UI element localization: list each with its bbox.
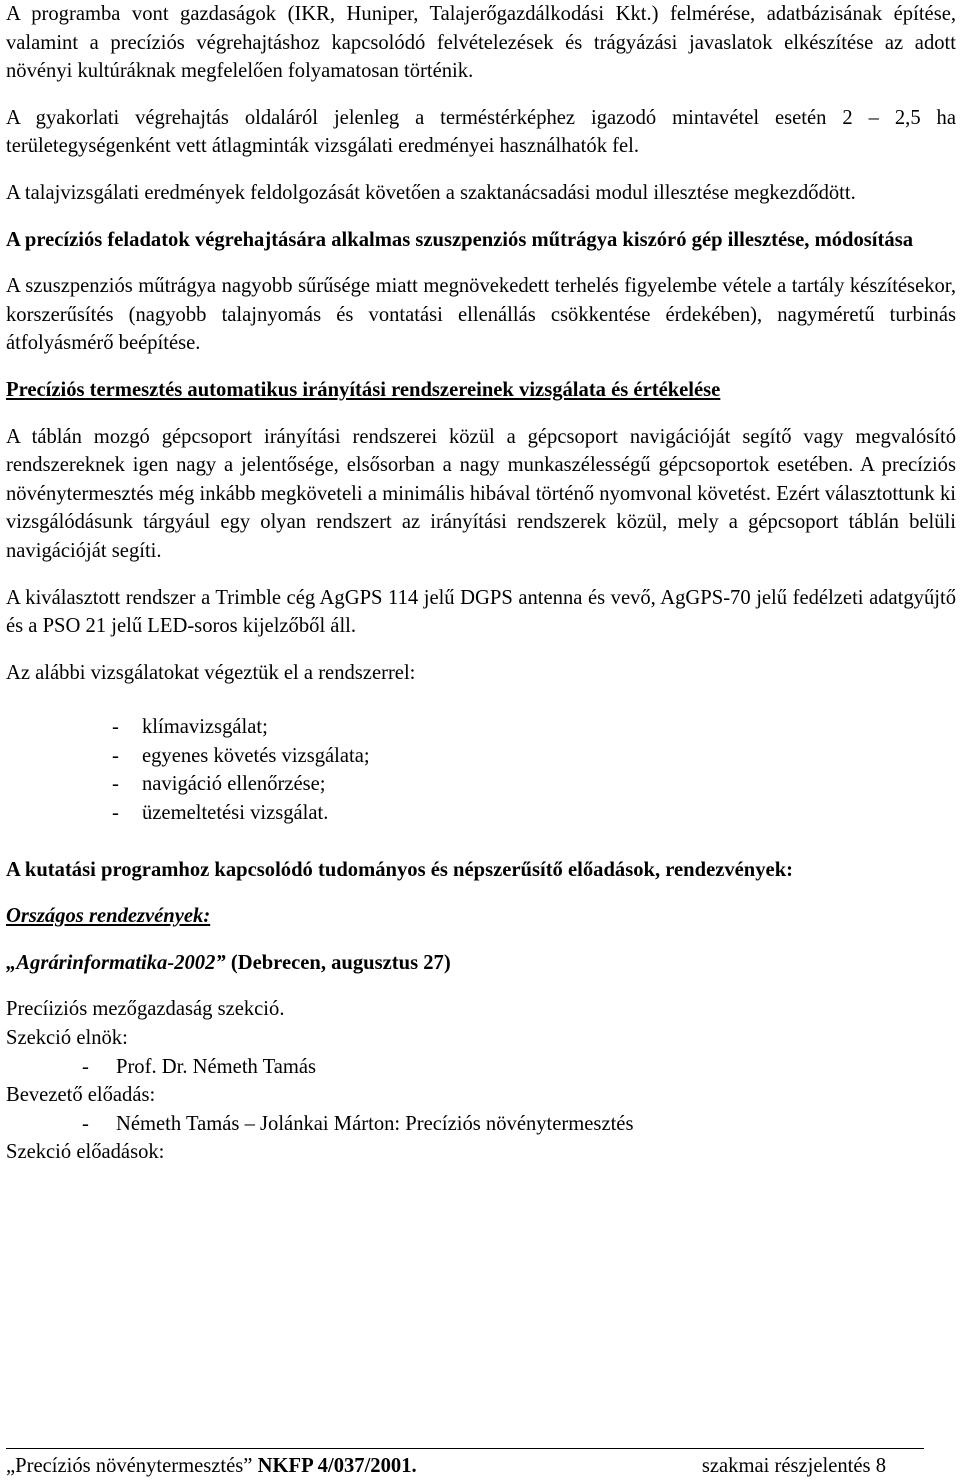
national-events-heading: Országos rendezvények: xyxy=(6,905,211,928)
trimble-paragraph: A kiválasztott rendszer a Trimble cég AgGPS 114 jelű DGPS antenna és vevő, AgGPS-70 jelű fedélzeti adatgyűjtő és a PSO 21 jelű LED-soros kijelzőből áll. xyxy=(6,586,956,638)
list-item: - üzemeltetési vizsgálat. xyxy=(112,802,329,825)
footer-project: „Precíziós növénytermesztés” NKFP 4/037/2001. xyxy=(6,1455,417,1477)
list-item: - navigáció ellenőrzése; xyxy=(112,773,326,796)
intro-talk-item: - Németh Tamás – Jolánkai Márton: Precíziós növénytermesztés xyxy=(82,1112,634,1135)
document-page xyxy=(6,0,956,1167)
practical-paragraph: A gyakorlati végrehajtás oldaláról jelenleg a terméstérképhez igazodó mintavétel esetén 2 – 2,5 ha területegységenként vett átlagminták vizsgálati eredményei használhatók fel. xyxy=(6,106,956,158)
chair-label: Szekció elnök: xyxy=(6,1027,128,1050)
event-title xyxy=(6,949,956,978)
section-heading-navigation: Precíziós termesztés automatikus irányítási rendszereinek vizsgálata és értékelése xyxy=(6,378,721,401)
intro-talk-label: Bevezető előadás: xyxy=(6,1084,156,1107)
list-item: - egyenes követés vizsgálata; xyxy=(112,744,370,767)
event-title-place: (Debrecen, augusztus 27) xyxy=(225,951,451,974)
spreader-paragraph: A szuszpenziós műtrágya nagyobb sűrűsége miatt megnövekedett terhelés figyelembe vétele a tartály készítésekor, korszerűsítés (nagyobb talajnyomás és vontatási ellenállás csökkentése érdekében), nagyméretű turbinás átfolyásmérő beépítése. xyxy=(6,275,956,355)
soil-paragraph: A talajvizsgálati eredmények feldolgozását követően a szaktanácsadási modul illesztése megkezdődött. xyxy=(6,181,856,204)
list-item: - klímavizsgálat; xyxy=(112,716,268,739)
section-heading-spreader: A precíziós feladatok végrehajtására alkalmas szuszpenziós műtrágya kiszóró gép illesztése, módosítása xyxy=(6,228,913,251)
event-title-name: „Agrárinformatika-2002” xyxy=(6,951,226,974)
section-line: Precíiziós mezőgazdaság szekció. xyxy=(6,998,285,1021)
section-heading-lectures: A kutatási programhoz kapcsolódó tudományos és népszerűsítő előadások, rendezvények: xyxy=(6,858,794,881)
intro-paragraph: A programba vont gazdaságok (IKR, Huniper, Talajerőgazdálkodási Kkt.) felmérése, adatbázisának építése, valamint a precíziós végrehajtáshoz kapcsolódó felvételezések és trágyázási javaslatok elkészítése az adott növényi kultúráknak megfelelően folyamatosan történik. xyxy=(6,3,956,83)
footer-page-label: szakmai részjelentés 8 xyxy=(701,1455,886,1477)
footer-divider xyxy=(6,1448,924,1449)
tests-list xyxy=(6,713,956,827)
navigation-paragraph: A táblán mozgó gépcsoport irányítási rendszerei közül a gépcsoport navigációját segítő vagy megvalósító rendszereknek igen nagy a jelentősége, elsősorban a nagy munkaszélességű gépcsoportok esetében. A precíziós növénytermesztés még inkább megköveteli a minimális hibával történő nyomvonal követést. Ezért választottunk ki vizsgálódásunk tárgyául egy olyan rendszert az irányítási rendszerek közül, mely a gépcsoport táblán belüli navigációját segíti. xyxy=(6,425,956,562)
tests-intro: Az alábbi vizsgálatokat végeztük el a rendszerrel: xyxy=(6,661,416,684)
chair-item: - Prof. Dr. Németh Tamás xyxy=(82,1055,317,1078)
talks-label: Szekció előadások: xyxy=(6,1141,165,1164)
